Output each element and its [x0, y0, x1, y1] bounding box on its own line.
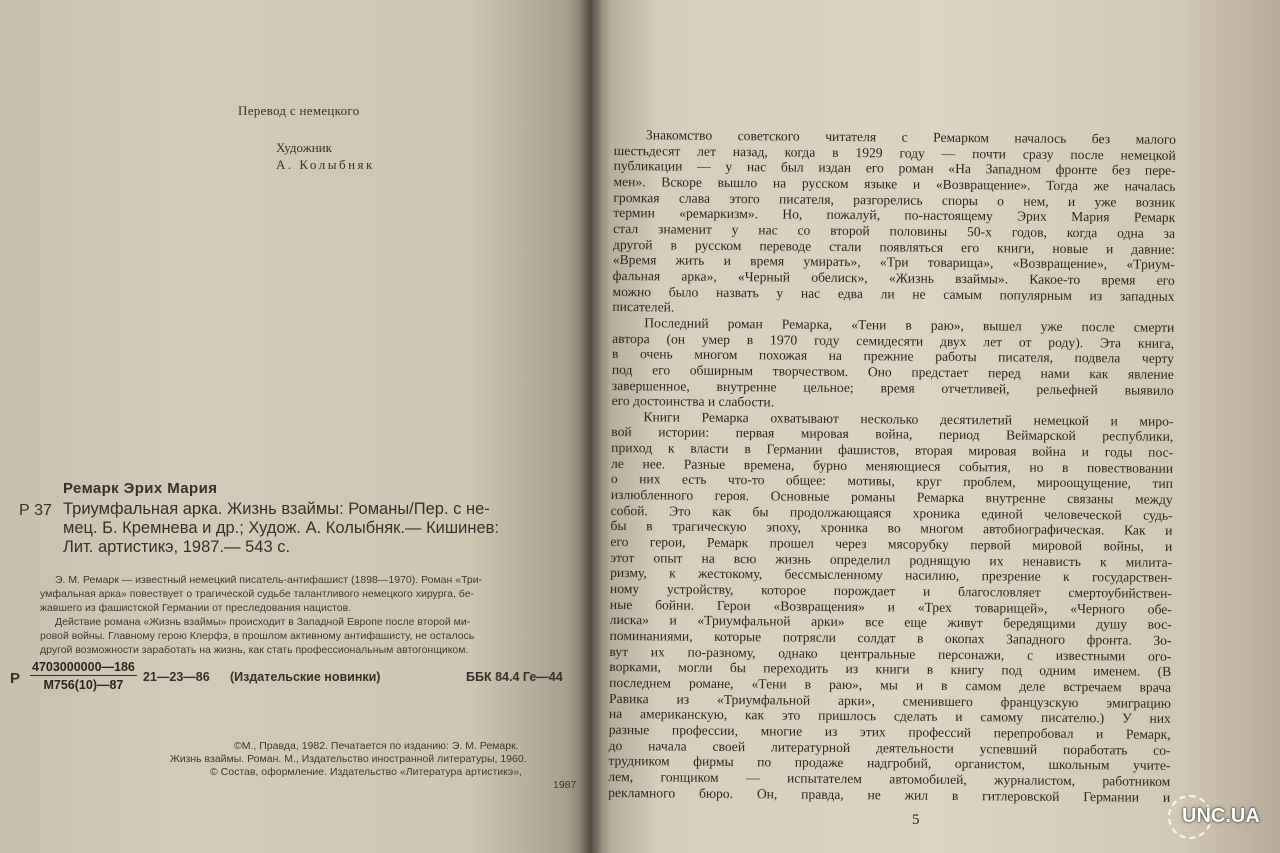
- text-line: стал знаменит у нас со второй половины 50-х годов, когда одна за: [613, 220, 1176, 241]
- copyright-year: 1987: [553, 779, 577, 791]
- text-line: поминаниями, которые потрясли солдат в окопах Западного фронта. Зо-: [609, 627, 1172, 648]
- bibliographic-line: Триумфальная арка. Жизнь взаймы: Романы/Пер. с не-: [63, 500, 490, 518]
- text-line: на американскую, как это пришлось сделать и самому писателю.) У них: [608, 706, 1171, 727]
- text-line: ворками, могли бы переходить из книги в книгу под одним именем. (В: [609, 659, 1172, 680]
- left-page: [0, 0, 590, 853]
- text-line: в очень многом похожая на прежние работы писателя, подвела черту: [611, 346, 1175, 367]
- annotation-line: Действие романа «Жизнь взаймы» происходит в Западной Европе после второй ми-: [55, 616, 471, 628]
- watermark-text: UNC.UA: [1182, 805, 1260, 827]
- annotation-line: умфальная арка» повествует о трагической судьбе талантливого немецкого хирурга, бе-: [40, 588, 475, 600]
- annotation-line: жавшего из фашистской Германии от преследования нацистов.: [40, 602, 352, 614]
- bibliographic-line: мец. Б. Кремнева и др.; Худож. А. Колыбняк.— Кишинев:: [63, 519, 499, 537]
- text-line: фальная арка», «Черный обелиск», «Жизнь взаймы». Какое-то время его: [612, 267, 1175, 288]
- page-number: 5: [912, 812, 920, 828]
- text-line: Последний роман Ремарка, «Тени в раю», вышел уже после смерти: [644, 315, 1175, 335]
- text-line: разные профессии, многие из этих профессий перепробовал и Ремарк,: [608, 721, 1171, 742]
- text-line: рекламного бюро. Он, правда, не жил в гитлеровской Германии и: [608, 784, 1171, 805]
- text-line: Равика из «Триумфальной арки», сменившего французскую эмиграцию: [608, 690, 1172, 711]
- text-line: автора (он умер в 1970 году семидесяти двух лет от роду). Эта книга,: [612, 330, 1175, 351]
- copyright-line: Жизнь взаймы. Роман. М., Издательство иностранной литературы, 1960.: [170, 753, 527, 765]
- isbn-fraction: [30, 660, 137, 692]
- text-line: бы в трагическую эпоху, хроника во многом автобиографическая. Как и: [610, 518, 1173, 539]
- text-line: Знакомство советского читателя с Ремарком началось без малого: [645, 127, 1176, 147]
- main-text-block: [608, 127, 1176, 805]
- text-line: завершенное, внутренне цельное; время отчетливей, рельефней выявило: [611, 377, 1174, 398]
- annotation-line: Э. М. Ремарк — известный немецкий писатель-антифашист (1898—1970). Роман «Три-: [55, 574, 483, 586]
- text-line: мен». Вскоре вышло на русском языке и «Возвращение». Тогда же началась: [613, 173, 1176, 194]
- text-line: его достоинства и слабости.: [611, 393, 775, 410]
- bibliographic-line: Лит. артистикэ, 1987.— 543 с.: [63, 538, 291, 556]
- text-line: о них есть что-то общее: мотивы, круг проблем, мироощущение, тип: [610, 471, 1173, 492]
- text-line: последнем романе, «Тени в раю», мы и в самом деле встречаем врача: [609, 674, 1172, 695]
- text-line: под его обширным творчеством. Оно предстает перед нами как явление: [611, 361, 1174, 382]
- author-heading: Ремарк Эрих Мария: [63, 480, 218, 497]
- text-line: ные бойни. Герои «Возвращения» и «Трех товарищей», «Черного обе-: [609, 596, 1172, 617]
- text-line: до начала своей литературной деятельности успевший поработать со-: [608, 737, 1171, 758]
- text-line: этот опыт на всю жизнь определил роднящую их ненависть к милита-: [610, 549, 1173, 570]
- annotation-line: ровой войны. Главному герою Клерфэ, в прошлом активному антифашисту, не осталось: [40, 630, 475, 642]
- text-line: «Время жить и время умирать», «Три товарища», «Возвращение», «Триум-: [612, 252, 1175, 273]
- text-line: ризму, к жестокому, бессмысленному насилию, презрение к государствен-: [610, 565, 1173, 586]
- fraction-numerator: 4703000000—186: [32, 660, 135, 674]
- text-line: публикации — у нас был издан его роман «На Западном фронте без пере-: [613, 158, 1176, 179]
- text-line: шестьдесят лет назад, когда в 1929 году — почти сразу после немецкой: [613, 142, 1176, 163]
- text-line: вой истории: первая мировая война, период Веймарской республики,: [611, 424, 1174, 445]
- text-line: громкая слава этого писателя, разгорелись споры о нем, и уже возник: [613, 189, 1176, 210]
- bbk-code: ББК 84.4 Ге—44: [466, 670, 563, 684]
- text-line: термин «ремаркизм». Но, пожалуй, по-настоящему Эрих Мария Ремарк: [613, 205, 1176, 226]
- copyright-line: ©М., Правда, 1982. Печатается по изданию: Э. М. Ремарк.: [234, 740, 519, 752]
- text-line: можно было назвать у нас едва ли не самым популярным из западных: [612, 283, 1175, 304]
- translation-note: Перевод с немецкого: [238, 103, 360, 118]
- text-line: собой. Это как бы продолжающаяся хроника единой человеческой судь-: [610, 502, 1173, 523]
- index-letter: Р: [10, 670, 21, 687]
- new-releases-note: (Издательские новинки): [230, 670, 381, 684]
- site-watermark: [1168, 793, 1276, 843]
- text-line: излюбленного героя. Основные романы Ремарка внутренне связаны между: [610, 487, 1173, 507]
- catalog-index: Р 37: [19, 502, 52, 519]
- text-line: писателей.: [612, 299, 675, 315]
- text-line: его герои, Ремарк прошел через мясорубку первой мировой войны, и: [610, 534, 1173, 554]
- text-line: вут их по-разному, однако центральные персонажи, с известными ого-: [609, 643, 1172, 664]
- text-line: ле нее. Разные времена, бурно меняющиеся события, но в повествовании: [611, 455, 1174, 476]
- order-code: 21—23—86: [143, 670, 210, 684]
- text-line: лем, гонщиком — испытателем автомобилей, журналистом, работником: [608, 768, 1171, 789]
- text-line: трудником фирмы по продаже надгробий, органистом, школьным учите-: [608, 753, 1171, 774]
- fraction-denominator: М756(10)—87: [43, 678, 124, 692]
- text-line: другой в русском переводе стали появляться его книги, новые и давние:: [612, 236, 1176, 257]
- annotation-line: другой возможности заработать на жизнь, как стать профессиональным автогонщиком.: [40, 644, 469, 656]
- text-line: Книги Ремарка охватывают несколько десятилетий немецкой и миро-: [643, 409, 1174, 429]
- text-line: лиска» и «Триумфальной арки» все еще живут бередящими душу вос-: [609, 612, 1172, 633]
- text-line: приход к власти в Германии фашистов, вторая мировая война и годы пос-: [611, 440, 1174, 461]
- copyright-line: © Состав, оформление. Издательство «Литература артистикэ»,: [210, 766, 522, 778]
- text-line: ному устройству, которое порождает и благословляет смертоубийствен-: [609, 581, 1173, 601]
- artist-name: А. Колыбняк: [276, 157, 375, 172]
- artist-role: Художник: [276, 140, 332, 155]
